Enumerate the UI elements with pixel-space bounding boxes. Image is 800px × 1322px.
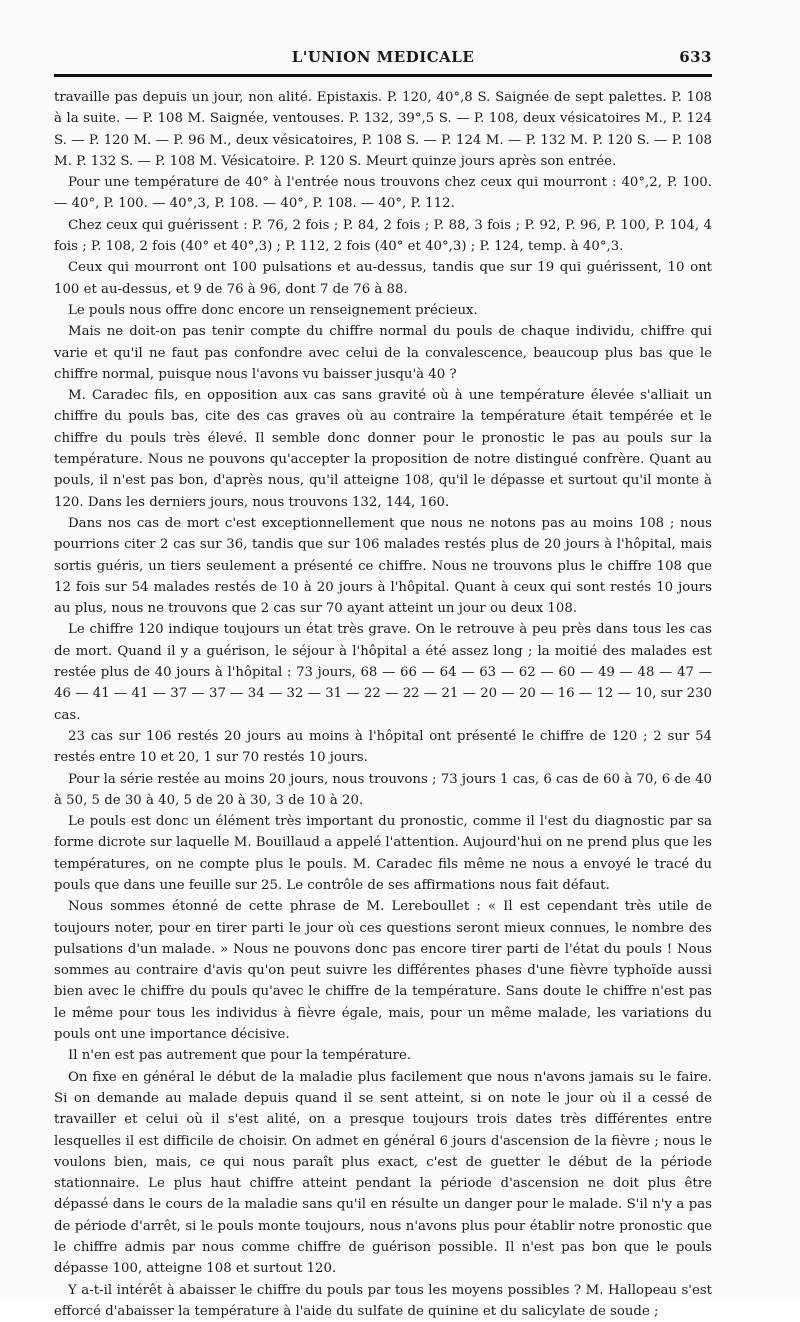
paragraph: Mais ne doit-on pas tenir compte du chiffre normal du pouls de chaque individu, chiffre qui varie et qu'il ne faut pas confondre avec celui de la convalescence, beaucoup plus bas que le chiffre normal, puisque nous l'avons vu baisser jusqu'à 40 ? — [54, 324, 712, 382]
running-header — [54, 42, 712, 68]
paragraph: Y a-t-il intérêt à abaisser le chiffre du pouls par tous les moyens possibles ? M. Hallopeau s'est efforcé d'abaisser la température à l'aide du sulfate de quinine et du salicylate de soude ; — [54, 1282, 712, 1319]
paragraph: 23 cas sur 106 restés 20 jours au moins à l'hôpital ont présenté le chiffre de 120 ; 2 sur 54 restés entre 10 et 20, 1 sur 70 restés 10 jours. — [54, 728, 712, 766]
paragraph: Pour la série restée au moins 20 jours, nous trouvons ; 73 jours 1 cas, 6 cas de 60 à 70, 6 de 40 à 50, 5 de 30 à 40, 5 de 20 à 30, 3 de 10 à 20. — [54, 771, 712, 808]
paragraph: Ceux qui mourront ont 100 pulsations et au-dessus, tandis que sur 19 qui guérissent, 10 ont 100 et au-dessus, et 9 de 76 à 96, dont 7 de 76 à 88. — [54, 260, 712, 297]
paragraph: Pour une température de 40° à l'entrée nous trouvons chez ceux qui mourront : 40°,2, P. 100. — 40°, P. 100. — 40°,3, P. 108. — 40°, P. 108. — 40°, P. 112. — [54, 175, 712, 212]
paragraph: Le pouls nous offre donc encore un renseignement précieux. — [68, 302, 478, 318]
paragraph: Chez ceux qui guérissent : P. 76, 2 fois ; P. 84, 2 fois ; P. 88, 3 fois ; P. 92, P. 96, P. 100, P. 104, 4 fois ; P. 108, 2 fois (40° et 40°,3) ; P. 112, 2 fois (40° et 40°,3) ; P. 124, temp. à 40°,3. — [54, 217, 712, 255]
paragraph: Nous sommes étonné de cette phrase de M. Lereboullet : « Il est cependant très utile de toujours noter, pour en tirer parti le jour où ces questions seront mieux connues, le nombre des pulsations d'un malade. » Nous ne pouvons donc pas encore tirer parti de l'état du pouls ! Nous sommes au contraire d'avis qu'on peut suivre les différentes phases d'une fièvre typhoïde aussi bien avec le chiffre du pouls qu'avec le chiffre de la température. Sans doute le chiffre n'est pas le même pour tous les individus à fièvre égale, mais, pour un même malade, les variations du pouls ont une importance décisive. — [54, 899, 712, 1043]
paragraph: Il n'en est pas autrement que pour la température. — [68, 1048, 412, 1064]
paragraph: travaille pas depuis un jour, non alité. Epistaxis. P. 120, 40°,8 S. Saignée de sept palettes. P. 108 à la suite. — P. 108 M. Saignée, ventouses. P. 132, 39°,5 S. — P. 108, deux vésicatoires M., P. 124 S. — P. 120 M. — P. 96 M., deux vésicatoires, P. 108 S. — P. 124 M. — P. 132 M. P. 120 S. — P. 108 M. P. 132 S. — P. 108 M. Vésicatoire. P. 120 S. Meurt quinze jours après son entrée. — [54, 90, 712, 169]
page-number: 633 — [679, 48, 712, 66]
paragraph: Le pouls est donc un élément très important du pronostic, comme il l'est du diagnostic par sa forme dicrote sur laquelle M. Bouillaud a appelé l'attention. Aujourd'hui on ne prend plus que les températures, on ne compte plus le pouls. M. Caradec fils même ne nous a envoyé le tracé du pouls que dans une feuille sur 25. Le contrôle de ses affirmations nous fait défaut. — [54, 814, 712, 893]
article-body — [54, 87, 712, 1322]
paragraph: Dans nos cas de mort c'est exceptionnellement que nous ne notons pas au moins 108 ; nous pourrions citer 2 cas sur 36, tandis que sur 106 malades restés plus de 20 jours à l'hôpital, mais sortis guéris, un tiers seulement a présenté ce chiffre. Nous ne trouvons plus le chiffre 108 que 12 fois sur 54 malades restés de 10 à 20 jours à l'hôpital. Quant à ceux qui sont restés 10 jours au plus, nous ne trouvons que 2 cas sur 70 ayant atteint un jour ou deux 108. — [54, 515, 712, 617]
paragraph: M. Caradec fils, en opposition aux cas sans gravité où à une température élevée s'alliait un chiffre du pouls bas, cite des cas graves où au contraire la température était tempérée et le chiffre du pouls très élevé. Il semble donc donner pour le pronostic le pas au pouls sur la température. Nous ne pouvons qu'accepter la proposition de notre distingué confrère. Quant au pouls, il n'est pas bon, d'après nous, qu'il atteigne 108, qu'il le dépasse et surtout qu'il monte à 120. Dans les derniers jours, nous trouvons 132, 144, 160. — [54, 388, 712, 510]
journal-title: L'UNION MEDICALE — [291, 48, 475, 66]
header-rule — [54, 74, 712, 77]
paragraph: Le chiffre 120 indique toujours un état très grave. On le retrouve à peu près dans tous les cas de mort. Quand il y a guérison, le séjour à l'hôpital a été assez long ; la moitié des malades est restée plus de 40 jours à l'hôpital : 73 jours, 68 — 66 — 64 — 63 — 62 — 60 — 49 — 48 — 47 — 46 — 41 — 41 — 37 — 37 — 34 — 32 — 31 — 22 — 22 — 21 — 20 — 20 — 16 — 12 — 10, sur 230 cas. — [54, 622, 712, 723]
paragraph: On fixe en général le début de la maladie plus facilement que nous n'avons jamais su le faire. Si on demande au malade depuis quand il se sent atteint, si on note le jour où il a cessé de travailler et celui où il s'est alité, on a presque toujours trois dates très différentes entre lesquelles il est difficile de choisir. On admet en général 6 jours d'ascension de la fièvre ; nous le voulons bien, mais, ce qui nous paraît plus exact, c'est de guetter le début de la période stationnaire. Le plus haut chiffre atteint pendant la période d'ascension ne doit plus être dépassé dans le cours de la maladie sans qu'il en résulte un danger pour le malade. S'il n'y a pas de période d'arrêt, si le pouls monte toujours, nous n'avons plus pour établir notre pronostic que le chiffre admis par nous comme chiffre de guérison possible. Il n'est pas bon que le pouls dépasse 100, atteigne 108 et surtout 120. — [54, 1069, 712, 1277]
